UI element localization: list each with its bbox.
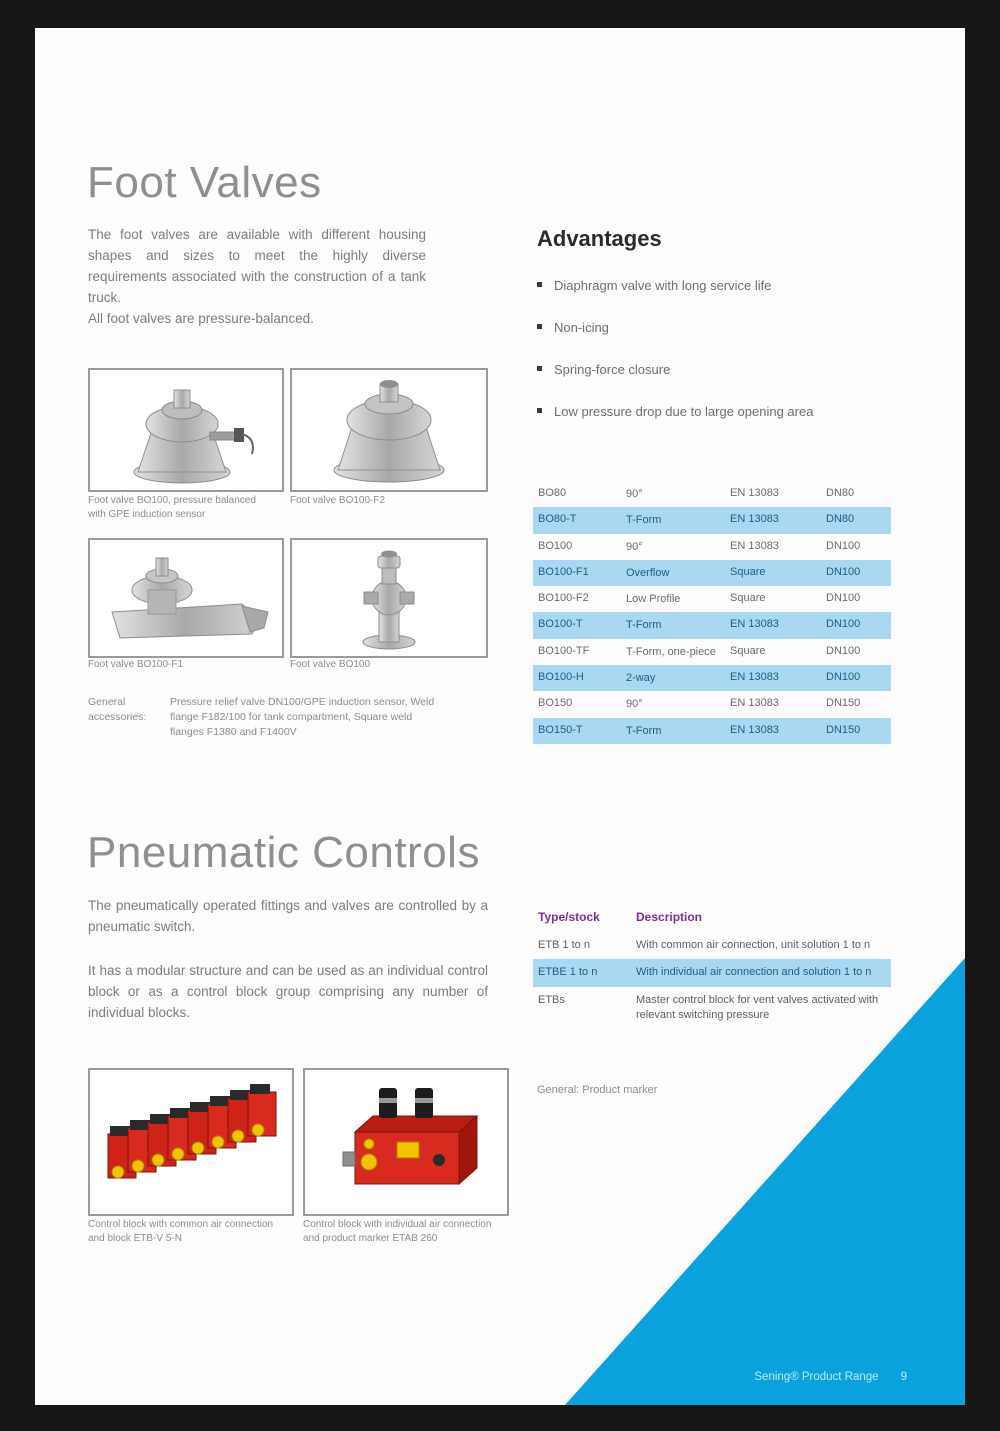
catalog-page [35, 28, 965, 1405]
cell-model: BO80-T [538, 513, 577, 526]
table-row [533, 507, 891, 533]
control-block-photo [92, 1072, 290, 1212]
cell-size: DN100 [826, 565, 861, 578]
cell-standard: Square [730, 644, 766, 657]
advantage-item [537, 362, 927, 379]
bullet-square-icon [537, 282, 542, 287]
cell-form: 90° [626, 540, 643, 553]
cell-type: ETB 1 to n [538, 939, 590, 951]
cell-model: BO150 [538, 697, 573, 710]
bullet-square-icon [537, 408, 542, 413]
advantage-item [537, 320, 927, 337]
foot-valves-intro-line1: The foot valves are available with different housing shapes and sizes to meet the highly diverse requirements associated with the construction of a tank truck. [88, 227, 426, 305]
foot-valves-title: Foot Valves [87, 158, 322, 207]
cell-standard: EN 13083 [730, 539, 779, 552]
advantage-item-label: Diaphragm valve with long service life [554, 278, 772, 293]
foot-valve-photo [294, 372, 484, 488]
cell-model: BO100-F1 [538, 565, 589, 578]
table-row [533, 932, 891, 959]
cell-form: Low Profile [626, 593, 681, 606]
control-block-photo-frame [303, 1068, 509, 1216]
cell-standard: EN 13083 [730, 487, 779, 499]
cell-size: DN100 [826, 644, 861, 657]
cell-type: ETBE 1 to n [538, 966, 598, 979]
cell-form: 90° [626, 698, 643, 711]
cell-description: With common air connection, unit solution 1 to n [636, 939, 871, 951]
header-type: Type/stock [538, 910, 600, 924]
cell-model: BO80 [538, 487, 567, 499]
advantage-item-label: Non-icing [554, 320, 609, 335]
advantage-item-label: Spring-force closure [554, 362, 671, 377]
pneumatic-controls-title: Pneumatic Controls [87, 828, 480, 877]
photo-caption: Foot valve BO100, pressure balanced with GPE induction sensor [88, 495, 256, 520]
cell-form: 90° [626, 488, 643, 500]
table-row [533, 612, 891, 638]
bullet-square-icon [537, 324, 542, 329]
control-block-photo [307, 1072, 505, 1212]
foot-valve-photo [92, 372, 280, 488]
footer-page-number: 9 [900, 1371, 907, 1383]
table-row [533, 718, 891, 744]
cell-standard: Square [730, 592, 766, 605]
accessories-note-label: General accessories: [88, 696, 147, 724]
photo-caption: Control block with common air connection and block ETB-V 5-N [88, 1219, 274, 1244]
cell-size: DN150 [826, 697, 861, 710]
cell-description: Master control block for vent valves activated with relevant switching pressure [636, 993, 879, 1022]
table-row [533, 665, 891, 691]
cell-size: DN100 [826, 539, 861, 552]
foot-valve-photo-frame [290, 368, 488, 492]
advantage-item [537, 404, 927, 421]
foot-valve-photo-frame [88, 538, 284, 658]
cell-model: BO100-TF [538, 644, 590, 657]
advantage-item [537, 278, 927, 295]
table-row [533, 639, 891, 665]
foot-valve-photo [92, 542, 280, 654]
foot-valve-spec-table [533, 481, 891, 744]
table-row [533, 481, 891, 507]
photo-caption: Control block with individual air connection and product marker ETAB 260 [303, 1219, 492, 1244]
advantage-item-label: Low pressure drop due to large opening area [554, 404, 814, 419]
header-description: Description [636, 910, 703, 924]
cell-size: DN80 [826, 487, 855, 499]
accessories-note-text: Pressure relief valve DN100/GPE induction sensor, Weld flange F182/100 for tank compartment, Square weld flanges F1380 and F1400V [170, 696, 435, 739]
photo-caption: Foot valve BO100-F2 [290, 495, 386, 506]
pneumatic-type-table [533, 906, 891, 1030]
pneumatic-general-note: General: Product marker [537, 1084, 658, 1096]
cell-size: DN100 [826, 618, 861, 631]
cell-description: With individual air connection and solution 1 to n [636, 966, 872, 979]
table-header-row [533, 906, 891, 932]
cell-size: DN80 [826, 513, 855, 526]
cell-size: DN100 [826, 592, 861, 605]
table-row [533, 534, 891, 560]
table-row [533, 586, 891, 612]
cell-size: DN100 [826, 671, 861, 684]
cell-form: 2-way [626, 672, 656, 685]
control-block-photo-frame [88, 1068, 294, 1216]
pneumatic-paragraph-1: The pneumatically operated fittings and valves are controlled by a pneumatic switch. [88, 898, 488, 934]
cell-type: ETBs [538, 993, 565, 1006]
cell-form: T-Form, one-piece [626, 645, 716, 658]
cell-model: BO150-T [538, 723, 583, 736]
footer-brand: Sening® Product Range [754, 1371, 879, 1383]
advantages-heading: Advantages [537, 226, 662, 251]
cell-model: BO100-F2 [538, 592, 589, 605]
foot-valve-photo-frame [290, 538, 488, 658]
cell-model: BO100-T [538, 618, 583, 631]
foot-valves-intro [88, 225, 426, 330]
table-row [533, 560, 891, 586]
accessories-note [88, 695, 448, 741]
cell-model: BO100-H [538, 671, 584, 684]
cell-standard: EN 13083 [730, 723, 779, 736]
table-row [533, 959, 891, 986]
cell-form: T-Form [626, 619, 662, 632]
cell-standard: Square [730, 565, 766, 578]
pneumatic-paragraph-2: It has a modular structure and can be used as an individual control block or as a control block group comprising any number of individual blocks. [88, 963, 488, 1020]
cell-size: DN150 [826, 723, 861, 736]
cell-form: T-Form [626, 724, 662, 737]
photo-caption: Foot valve BO100 [290, 659, 371, 670]
cell-standard: EN 13083 [730, 513, 779, 526]
cell-form: T-Form [626, 514, 662, 527]
foot-valves-intro-line2: All foot valves are pressure-balanced. [88, 310, 314, 326]
cell-standard: EN 13083 [730, 618, 779, 631]
cell-form: Overflow [626, 566, 670, 579]
table-row [533, 987, 891, 1030]
photo-caption: Foot valve BO100-F1 [88, 659, 184, 670]
foot-valve-photo [294, 542, 484, 654]
cell-standard: EN 13083 [730, 697, 779, 710]
cell-model: BO100 [538, 539, 573, 552]
cell-standard: EN 13083 [730, 671, 779, 684]
table-row [533, 691, 891, 717]
bullet-square-icon [537, 366, 542, 371]
page-footer [754, 1371, 907, 1383]
foot-valve-photo-frame [88, 368, 284, 492]
